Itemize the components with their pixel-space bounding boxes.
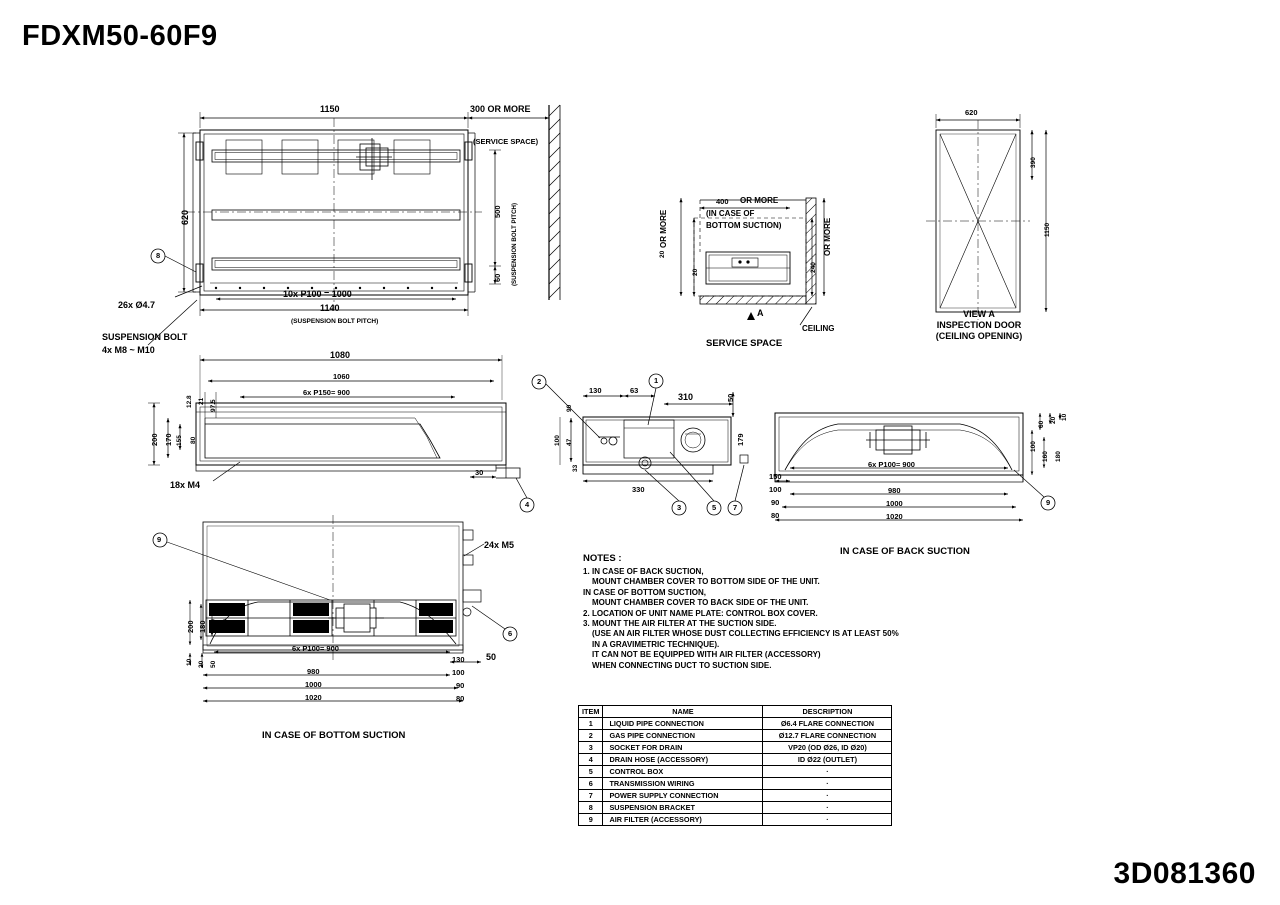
notes-heading: NOTES : <box>583 553 622 564</box>
table-header-row <box>579 706 892 718</box>
dim-back-1020: 1020 <box>886 512 903 521</box>
note-number: 1. <box>583 567 590 576</box>
label-or-more-left: OR MORE <box>659 209 668 248</box>
dim-bolt-pitch-500: 500 <box>493 205 502 218</box>
note-line: MOUNT CHAMBER COVER TO BOTTOM SIDE OF THE UNIT. <box>592 577 820 587</box>
caption-bottom-suction: IN CASE OF BOTTOM SUCTION <box>262 730 406 741</box>
cell-name: LIQUID PIPE CONNECTION <box>603 718 763 730</box>
dim-bottom-200: 200 <box>186 620 195 633</box>
table-row <box>579 718 892 730</box>
dim-back-90: 90 <box>771 498 780 507</box>
table-row <box>579 814 892 826</box>
note-line: LOCATION OF UNIT NAME PLATE: CONTROL BOX COVER. <box>592 608 818 618</box>
label-view-a-line2: INSPECTION DOOR <box>936 320 1022 330</box>
cell-item: 1 <box>579 718 603 730</box>
dim-side-179: 179 <box>736 433 745 446</box>
dim-bottom-80: 80 <box>456 694 465 703</box>
dim-side-100: 100 <box>554 435 561 446</box>
cell-description: · <box>763 814 892 826</box>
cell-item: 9 <box>579 814 603 826</box>
dim-front-97-5: 97.5 <box>210 399 217 412</box>
dim-viewa-620: 620 <box>965 108 978 117</box>
dim-front-200: 200 <box>150 433 159 446</box>
dim-pitch-10xp100: 10x P100 = 1000 <box>283 289 352 299</box>
dim-top-height-620: 620 <box>180 209 190 225</box>
table-header-item: ITEM <box>579 706 603 718</box>
cell-description: ID Ø22 (OUTLET) <box>763 754 892 766</box>
note-line: (USE AN AIR FILTER WHOSE DUST COLLECTING EFFICIENCY IS AT LEAST 50% <box>592 629 899 639</box>
dim-front-170: 170 <box>164 433 173 446</box>
cell-name: TRANSMISSION WIRING <box>603 778 763 790</box>
label-view-a-title: VIEW A <box>963 309 995 319</box>
balloon-label-4: 4 <box>525 500 530 509</box>
dim-back-150: 150 <box>769 472 782 481</box>
note-number: 3. <box>583 619 590 629</box>
table-row <box>579 778 892 790</box>
note-line: IN A GRAVIMETRIC TECHNIQUE). <box>592 639 720 649</box>
label-view-a-line3: (CEILING OPENING) <box>935 331 1023 341</box>
cell-description: VP20 (OD Ø26, ID Ø20) <box>763 742 892 754</box>
label-bolt-pitch-vertical: (SUSPENSION BOLT PITCH) <box>511 202 518 286</box>
dim-bottom-10: 10 <box>186 658 193 666</box>
dim-bottom-pitch: 6x P100= 900 <box>292 644 339 653</box>
dim-back-20: 20 <box>1050 416 1057 424</box>
cell-name: GAS PIPE CONNECTION <box>603 730 763 742</box>
note-line: IN CASE OF BOTTOM SUCTION, <box>583 587 706 597</box>
dim-side-330: 330 <box>632 485 645 494</box>
dim-bottom-980: 980 <box>307 667 320 676</box>
cell-description: Ø12.7 FLARE CONNECTION <box>763 730 892 742</box>
label-or-more-right: OR MORE <box>823 217 832 256</box>
notes-list <box>583 567 983 671</box>
dim-back-180: 180 <box>1055 451 1062 462</box>
cell-name: AIR FILTER (ACCESSORY) <box>603 814 763 826</box>
dim-service-20-left: 20 <box>659 250 666 258</box>
dim-side-63: 63 <box>630 386 639 395</box>
note-line: MOUNT THE AIR FILTER AT THE SUCTION SIDE. <box>592 619 777 629</box>
table-row <box>579 790 892 802</box>
dim-bottom-100: 100 <box>222 619 229 630</box>
dim-back-100: 100 <box>769 485 782 494</box>
label-case-bottom-suction-1: (IN CASE OF <box>706 209 755 218</box>
dim-service-400: 400 <box>716 197 729 206</box>
dim-front-18xm4: 18x M4 <box>170 480 201 490</box>
balloon-label-9-bottom: 9 <box>157 535 162 544</box>
label-service-or-more-1: OR MORE <box>740 196 779 205</box>
label-arrow-a: A <box>757 308 764 318</box>
dim-viewa-1150: 1150 <box>1044 222 1051 237</box>
dim-front-80: 80 <box>190 436 197 444</box>
balloon-label-2: 2 <box>537 377 542 386</box>
dim-bottom-160: 160 <box>210 619 217 630</box>
table-row <box>579 766 892 778</box>
dim-bottom-90: 90 <box>456 681 465 690</box>
dim-bottom-24xm5: 24x M5 <box>484 540 515 550</box>
cell-name: DRAIN HOSE (ACCESSORY) <box>603 754 763 766</box>
cell-description: · <box>763 802 892 814</box>
note-line: WHEN CONNECTING DUCT TO SUCTION SIDE. <box>592 660 772 670</box>
table-row <box>579 802 892 814</box>
cell-description: · <box>763 766 892 778</box>
dim-front-12-8: 12.8 <box>186 395 193 408</box>
parts-table <box>578 705 892 826</box>
dim-front-1060: 1060 <box>333 372 350 381</box>
dim-back-980: 980 <box>888 486 901 495</box>
label-bolt-pitch: (SUSPENSION BOLT PITCH) <box>291 318 379 325</box>
cell-item: 6 <box>579 778 603 790</box>
dim-side-90: 90 <box>566 404 573 412</box>
dim-bottom-50: 50 <box>210 660 217 668</box>
caption-back-suction: IN CASE OF BACK SUCTION <box>840 546 970 557</box>
label-suspension-bolt: SUSPENSION BOLT <box>102 332 188 342</box>
page-title: FDXM50-60F9 <box>22 20 218 52</box>
dim-side-310: 310 <box>678 392 694 402</box>
balloon-label-5: 5 <box>712 503 717 512</box>
dim-back-80: 80 <box>771 511 780 520</box>
note-line: IN CASE OF BACK SUCTION, <box>592 567 704 576</box>
cell-item: 5 <box>579 766 603 778</box>
cell-item: 3 <box>579 742 603 754</box>
balloon-label-9-back: 9 <box>1046 498 1051 507</box>
table-header-description: DESCRIPTION <box>763 706 892 718</box>
dim-top-width-1150: 1150 <box>320 104 340 114</box>
note-number: 2. <box>583 608 590 618</box>
dim-bottom-130: 130 <box>452 655 465 664</box>
dim-back-pitch: 6x P100= 900 <box>868 460 915 469</box>
dim-back-1000: 1000 <box>886 499 903 508</box>
dim-bottom-180: 180 <box>198 620 207 633</box>
dim-side-47: 47 <box>566 438 573 446</box>
table-row <box>579 742 892 754</box>
notes-block <box>583 553 983 671</box>
cell-description: Ø6.4 FLARE CONNECTION <box>763 718 892 730</box>
dim-service-20-mid: 20 <box>692 268 699 276</box>
dim-side-50: 50 <box>726 393 735 402</box>
label-service-space: (SERVICE SPACE) <box>473 137 539 146</box>
dim-back-100-right: 100 <box>1030 441 1037 452</box>
dim-front-155: 155 <box>176 435 183 446</box>
cell-description: · <box>763 778 892 790</box>
note-item <box>583 619 983 671</box>
cell-name: CONTROL BOX <box>603 766 763 778</box>
dim-bolt-60: 60 <box>493 273 502 282</box>
dim-front-pitch: 6x P150= 900 <box>303 388 350 397</box>
dim-top-width-1140: 1140 <box>320 303 340 313</box>
dim-side-33: 33 <box>572 464 579 472</box>
balloon-label-3: 3 <box>677 503 682 512</box>
cell-description: · <box>763 790 892 802</box>
dim-side-130: 130 <box>589 386 602 395</box>
note-line: IT CAN NOT BE EQUIPPED WITH AIR FILTER (ACCESSORY) <box>592 650 821 660</box>
caption-service-space: SERVICE SPACE <box>706 338 783 349</box>
dim-front-1080: 1080 <box>330 350 351 360</box>
dim-bottom-20: 20 <box>198 660 205 668</box>
dim-viewa-390: 390 <box>1030 157 1037 168</box>
cell-item: 4 <box>579 754 603 766</box>
dim-bottom-100b: 100 <box>452 668 465 677</box>
dim-bottom-1000: 1000 <box>305 680 322 689</box>
dim-back-160: 160 <box>1042 451 1049 462</box>
dim-bottom-50b: 50 <box>486 652 497 662</box>
note-item <box>583 567 983 609</box>
label-suspension-bolt-spec: 4x M8 ~ M10 <box>102 345 155 355</box>
table-row <box>579 730 892 742</box>
label-case-bottom-suction-2: BOTTOM SUCTION) <box>706 221 782 230</box>
dim-front-21: 21 <box>198 397 205 405</box>
cell-item: 2 <box>579 730 603 742</box>
label-ceiling: CEILING <box>802 324 835 333</box>
balloon-label-1: 1 <box>654 376 659 385</box>
cell-name: POWER SUPPLY CONNECTION <box>603 790 763 802</box>
note-line: MOUNT CHAMBER COVER TO BACK SIDE OF THE UNIT. <box>592 598 809 608</box>
dim-bottom-1020: 1020 <box>305 693 322 702</box>
dim-back-10: 10 <box>1061 413 1068 421</box>
cell-name: SUSPENSION BRACKET <box>603 802 763 814</box>
cell-name: SOCKET FOR DRAIN <box>603 742 763 754</box>
dim-back-60: 60 <box>1038 420 1045 428</box>
table-row <box>579 754 892 766</box>
dim-front-30: 30 <box>475 468 484 477</box>
table-header-name: NAME <box>603 706 763 718</box>
drawing-number: 3D081360 <box>1113 857 1256 890</box>
dim-service-240: 240 <box>810 262 817 273</box>
balloon-label-6: 6 <box>508 629 513 638</box>
note-item <box>583 609 983 619</box>
cell-item: 8 <box>579 802 603 814</box>
balloon-label-7: 7 <box>733 503 738 512</box>
cell-item: 7 <box>579 790 603 802</box>
dim-service-space-300: 300 OR MORE <box>470 104 531 114</box>
balloon-label-8: 8 <box>156 251 161 260</box>
dim-holes-26x: 26x Ø4.7 <box>118 300 156 310</box>
